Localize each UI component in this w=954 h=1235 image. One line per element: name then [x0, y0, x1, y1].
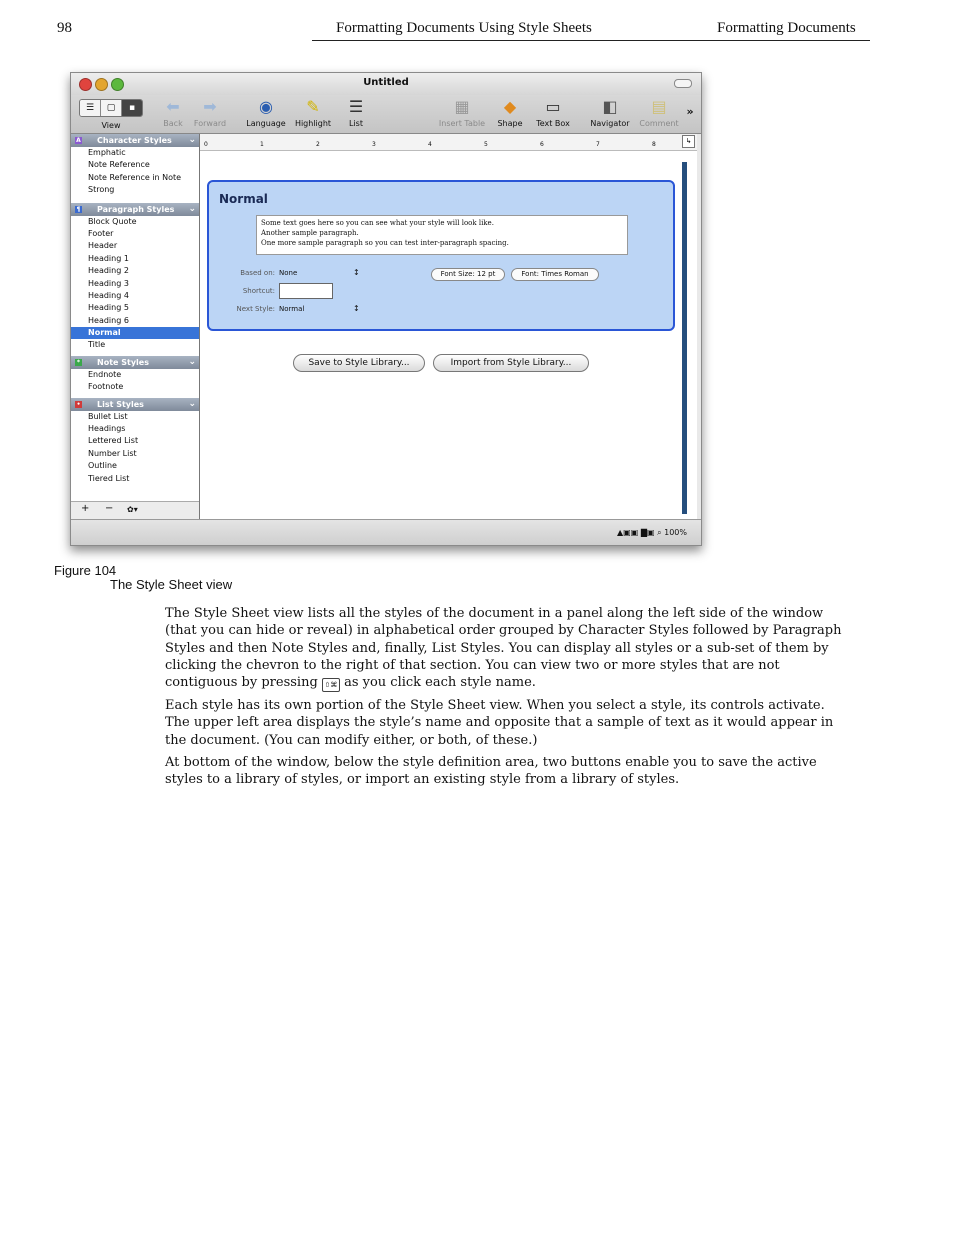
shape-button[interactable]: ◆ Shape — [497, 97, 523, 128]
text-box-icon: ▭ — [545, 97, 561, 116]
highlighter-icon: ✎ — [306, 97, 320, 116]
shortcut-field[interactable] — [279, 283, 333, 299]
list-item[interactable]: Footnote — [88, 382, 124, 392]
style-definition-area — [200, 134, 697, 519]
ruler-tick: 7 — [596, 141, 600, 148]
sample-line: Some text goes here so you can see what your style will look like. — [261, 219, 494, 227]
toolbar-toggle-button[interactable] — [674, 79, 692, 88]
list-item[interactable]: Heading 1 — [88, 253, 129, 263]
section-title: Formatting Documents — [717, 20, 856, 36]
shape-icon: ◆ — [503, 97, 517, 116]
note-styles-header[interactable]: * Note Styles ⌄ — [71, 356, 199, 369]
shift-command-key-icon: ⇧⌘ — [322, 678, 340, 692]
list-styles-list — [71, 411, 199, 485]
list-item[interactable]: Heading 3 — [88, 278, 129, 288]
paragraph: The Style Sheet view lists all the styles of the document in a panel along the left side of the window (that you can hide or reveal) in alphabetical order grouped by Character Styles followed by Paragraph Styles and then Note Styles and, finally, List Styles. You can display all styles or a sub-set of them by clicking the chevron to the right of that section. You can view two or more styles that are not contiguous by pressing ⇧⌘ as you click each style name. — [165, 606, 842, 691]
status-bar — [71, 519, 701, 545]
list-item[interactable]: Heading 2 — [88, 266, 129, 276]
character-styles-icon: A — [76, 137, 81, 144]
navigator-icon: ◧ — [602, 97, 618, 116]
ruler-tick: 3 — [372, 141, 376, 148]
ruler-tick: 6 — [540, 141, 544, 148]
sample-text-box[interactable] — [256, 215, 628, 255]
toolbar — [71, 95, 701, 134]
based-on-label: Based on: — [240, 269, 275, 277]
comment-button[interactable]: ▤ Comment — [639, 97, 679, 128]
add-style-button[interactable]: + — [81, 503, 90, 514]
text-box-button[interactable]: ▭ Text Box — [536, 97, 570, 128]
navigator-button[interactable]: ◧ Navigator — [590, 97, 630, 128]
forward-button[interactable]: ➡ Forward — [193, 97, 227, 128]
next-style-stepper-icon[interactable]: ↕ — [353, 304, 360, 313]
figure-number: Figure 104 — [54, 563, 117, 578]
list-item[interactable]: Heading 6 — [88, 315, 129, 325]
chevron-down-icon[interactable]: ⌄ — [188, 398, 196, 409]
list-item[interactable]: Heading 4 — [88, 290, 129, 300]
save-to-library-button[interactable]: Save to Style Library... — [293, 354, 425, 372]
ruler-tick: 5 — [484, 141, 488, 148]
chevron-down-icon[interactable]: ⌄ — [188, 135, 196, 145]
based-on-select[interactable]: None — [279, 269, 298, 277]
ruler-tick: 8 — [652, 141, 656, 148]
ruler-tick: 1 — [260, 141, 264, 148]
tab-stop-icon[interactable]: ↳ — [682, 135, 695, 148]
ruler-tick: 0 — [204, 141, 208, 148]
table-icon: ▦ — [454, 97, 470, 116]
header-rule — [312, 40, 870, 41]
list-item[interactable]: Title — [88, 340, 106, 350]
list-item[interactable]: Note Reference in Note — [88, 172, 182, 182]
list-item[interactable]: Strong — [88, 185, 115, 195]
list-item[interactable]: Block Quote — [88, 216, 137, 226]
style-sidebar — [71, 134, 200, 519]
list-view-icon[interactable]: ☰ — [80, 100, 101, 116]
ruler-tick: 2 — [316, 141, 320, 148]
paragraph-styles-header[interactable]: ¶ Paragraph Styles ⌄ — [71, 203, 199, 216]
character-styles-header[interactable]: A Character Styles ⌄ — [71, 134, 199, 147]
paragraph-styles-list — [71, 216, 199, 352]
font-button[interactable]: Font: Times Roman — [511, 268, 599, 281]
list-button[interactable]: ☰ List — [341, 97, 371, 128]
list-item[interactable]: Outline — [88, 461, 117, 471]
shortcut-label: Shortcut: — [242, 287, 275, 295]
list-styles-icon: • — [76, 400, 81, 408]
body-text — [165, 605, 853, 794]
character-styles-list — [71, 147, 199, 197]
highlight-button[interactable]: ✎ Highlight — [294, 97, 332, 128]
comment-icon: ▤ — [651, 97, 667, 116]
back-button[interactable]: ⬅ Back — [163, 97, 183, 128]
ruler-tick: 4 — [428, 141, 432, 148]
screenshot-window — [70, 72, 702, 546]
paragraph: Each style has its own portion of the Style Sheet view. When you select a style, its controls activate. The upper left area displays the style’s name and opposite that a sample of text as it would appear in the document. (You can modify either, or both, of these.) — [165, 698, 834, 748]
gear-icon[interactable]: ✿▾ — [127, 505, 138, 514]
import-from-library-button[interactable]: Import from Style Library... — [433, 354, 589, 372]
view-control[interactable] — [79, 97, 143, 130]
sidebar-footer — [71, 501, 199, 519]
based-on-stepper-icon[interactable]: ↕ — [353, 268, 360, 277]
view-label: View — [101, 121, 121, 130]
list-item[interactable]: Emphatic — [88, 148, 126, 157]
style-sheet-view-icon[interactable]: ▪ — [122, 100, 142, 116]
sample-line: Another sample paragraph. — [261, 229, 359, 237]
remove-style-button[interactable]: − — [105, 503, 114, 514]
list-item[interactable]: Footer — [88, 228, 114, 238]
list-icon: ☰ — [348, 97, 364, 116]
paragraph-styles-icon: ¶ — [76, 205, 81, 213]
insert-table-button[interactable]: ▦ Insert Table — [438, 97, 486, 128]
scrollbar[interactable] — [682, 162, 687, 514]
page-number: 98 — [57, 20, 72, 36]
list-item[interactable]: Header — [88, 241, 118, 251]
list-item[interactable]: Endnote — [88, 369, 122, 379]
figure-caption: The Style Sheet view — [110, 577, 233, 592]
paragraph: At bottom of the window, below the style definition area, two buttons enable you to save the active styles to a library of styles, or import an existing style from a library of styles. — [165, 755, 817, 788]
list-styles-header[interactable]: • List Styles ⌄ — [71, 398, 199, 411]
next-style-select[interactable]: Normal — [279, 305, 305, 313]
title-bar — [71, 73, 701, 95]
zoom-level[interactable]: ▲▣▣ ▇▣ ⌕ 100% — [617, 528, 687, 537]
list-item-selected[interactable]: Normal — [71, 327, 199, 339]
font-size-button[interactable]: Font Size: 12 pt — [431, 268, 505, 281]
style-name[interactable]: Normal — [219, 192, 268, 206]
note-styles-icon: * — [76, 358, 81, 366]
window-title: Untitled — [363, 77, 409, 88]
page-view-icon[interactable]: ▢ — [101, 100, 122, 116]
list-item[interactable]: Heading 5 — [88, 303, 129, 313]
list-item[interactable]: Lettered List — [88, 436, 139, 446]
chevron-down-icon[interactable]: ⌄ — [188, 356, 196, 367]
forward-arrow-icon: ➡ — [203, 97, 217, 116]
chevron-down-icon[interactable]: ⌄ — [188, 203, 196, 214]
style-box — [207, 180, 675, 331]
list-item[interactable]: Note Reference — [88, 160, 150, 170]
language-button[interactable]: ◉ Language — [246, 97, 286, 128]
list-item[interactable]: Bullet List — [88, 411, 128, 421]
ruler — [200, 134, 697, 151]
page-header — [0, 20, 954, 44]
back-arrow-icon: ⬅ — [166, 97, 180, 116]
toolbar-overflow-button[interactable]: » — [686, 105, 694, 118]
list-item[interactable]: Tiered List — [88, 473, 130, 483]
list-item[interactable]: Number List — [88, 448, 137, 458]
text-icon: ▲▣▣ ▇▣ ⌕ — [617, 528, 662, 537]
list-item[interactable]: Headings — [88, 424, 126, 434]
next-style-label: Next Style: — [236, 305, 275, 313]
globe-icon: ◉ — [259, 97, 273, 116]
chapter-title: Formatting Documents Using Style Sheets — [336, 20, 592, 36]
sample-line: One more sample paragraph so you can test inter-paragraph spacing. — [261, 239, 509, 247]
note-styles-list — [71, 369, 199, 394]
